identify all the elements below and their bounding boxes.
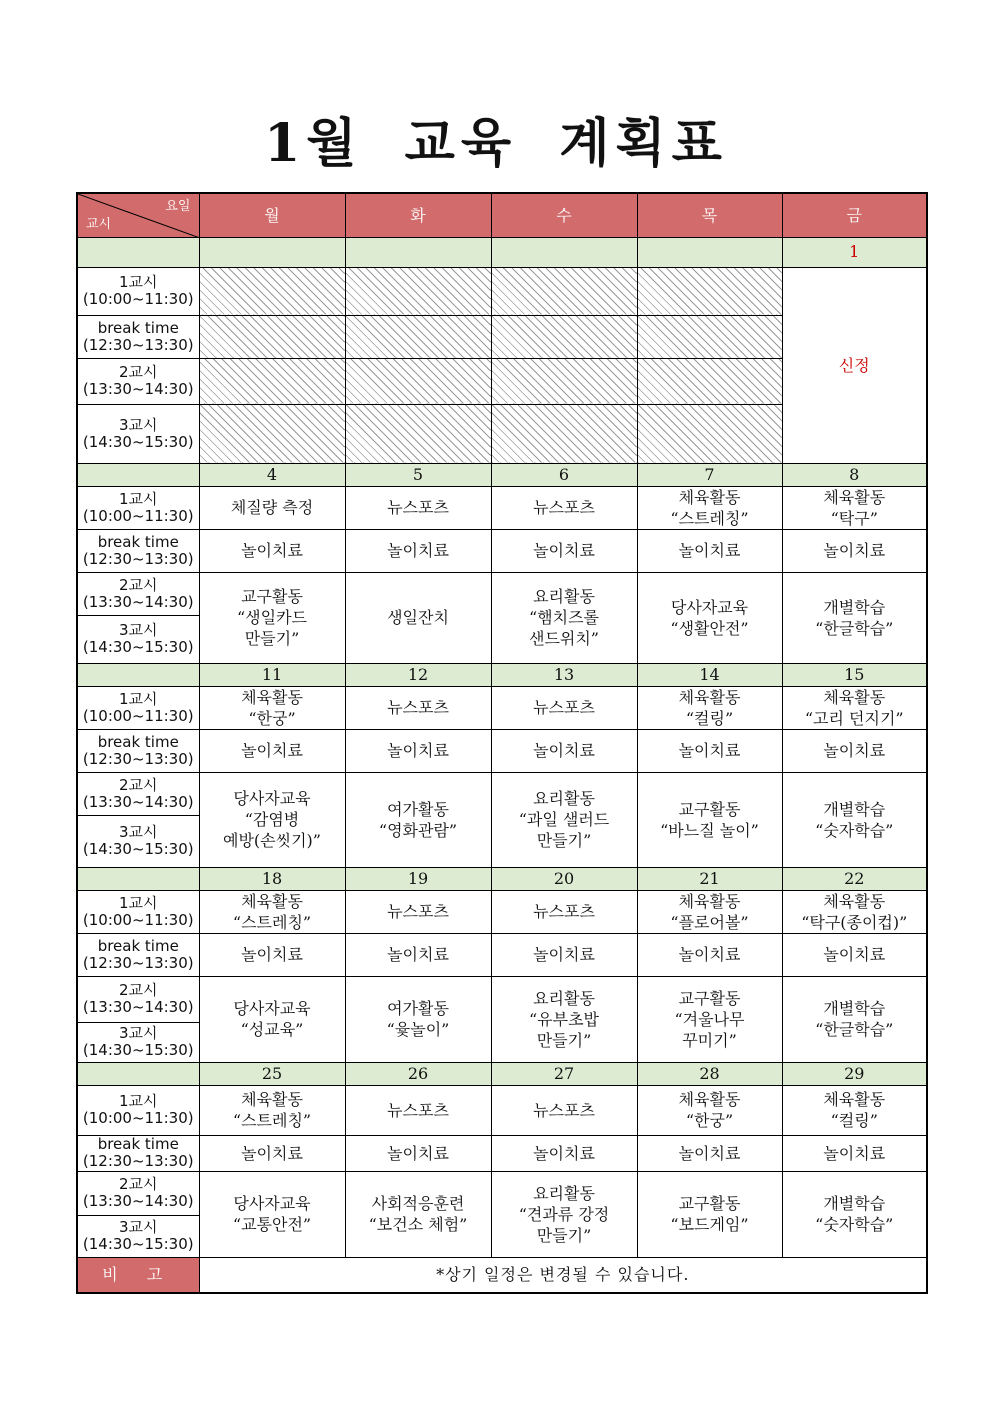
activity-line: 놀이치료 [823, 541, 886, 560]
empty-hatched-cell [637, 315, 782, 358]
activity-line: “숫자학습” [815, 1215, 894, 1234]
period-3-label [77, 815, 199, 867]
period-time: (12:30~13:30) [82, 335, 194, 354]
date-row-blank [77, 237, 199, 267]
period-time: (14:30~15:30) [82, 638, 194, 656]
activity-line: 꾸미기” [682, 1030, 737, 1050]
activity-cell [782, 1085, 927, 1135]
activity-line: 요리활동 [533, 988, 595, 1008]
activity-line: “스트레칭” [232, 912, 312, 932]
period-row [77, 686, 927, 729]
activity-line: 놀이치료 [678, 741, 741, 760]
corner-cell [77, 193, 199, 237]
empty-hatched-cell [491, 358, 637, 404]
activity-cell [637, 890, 782, 933]
period-name: break time [97, 936, 179, 955]
activity-cell [782, 1171, 927, 1257]
period-time: (12:30~13:30) [82, 1152, 194, 1170]
period-time: (10:00~11:30) [82, 290, 194, 308]
date-cell: 26 [345, 1062, 491, 1085]
activity-cell [199, 686, 345, 729]
activity-cell [637, 1135, 782, 1171]
activity-cell [199, 890, 345, 933]
activity-line: 놀이치료 [387, 945, 449, 964]
activity-cell [782, 1135, 927, 1171]
activity-line: 사회적응훈련 [371, 1194, 465, 1213]
activity-line: “스트레칭” [670, 508, 749, 528]
activity-line: 체육활동 [241, 1090, 303, 1109]
activity-cell [345, 933, 491, 976]
date-row-blank [77, 867, 199, 890]
activity-line: “윷놀이” [386, 1020, 450, 1039]
date-row-blank [77, 463, 199, 486]
date-cell: 5 [345, 463, 491, 486]
activity-line: “보건소 체험” [368, 1215, 468, 1234]
activity-cell [782, 529, 927, 572]
date-cell: 15 [782, 663, 927, 686]
activity-cell [491, 772, 637, 867]
period-time: (13:30~14:30) [82, 380, 194, 398]
date-cell: 28 [637, 1062, 782, 1085]
activity-cell [345, 1171, 491, 1257]
activity-cell [637, 729, 782, 772]
period-time: (14:30~15:30) [82, 1235, 194, 1253]
activity-line: 개별학습 [823, 999, 886, 1018]
activity-line: 뉴스포츠 [387, 902, 449, 921]
activity-cell [782, 933, 927, 976]
activity-cell [491, 1085, 637, 1135]
activity-cell [199, 772, 345, 867]
activity-line: 놀이치료 [823, 945, 886, 964]
date-cell: 27 [491, 1062, 637, 1085]
activity-cell [491, 1171, 637, 1257]
date-cell: 29 [782, 1062, 927, 1085]
period-1-label [77, 1085, 199, 1135]
empty-hatched-cell [637, 267, 782, 315]
date-cell [345, 237, 491, 267]
period-name: 2교시 [118, 363, 158, 381]
activity-line: “햄치즈롤 [528, 608, 599, 627]
activity-cell [491, 529, 637, 572]
activity-cell [782, 572, 927, 663]
activity-line: 체육활동 [678, 487, 741, 507]
activity-line: 체육활동 [823, 1090, 886, 1109]
activity-line: “컬링” [685, 708, 734, 728]
activity-cell [637, 1085, 782, 1135]
date-cell: 21 [637, 867, 782, 890]
activity-line: 놀이치료 [241, 741, 303, 760]
break-time-label [77, 1135, 199, 1171]
date-cell: 25 [199, 1062, 345, 1085]
period-time: (14:30~15:30) [82, 840, 194, 858]
period-1-label [77, 686, 199, 729]
period-row [77, 572, 927, 615]
activity-line: 놀이치료 [387, 1143, 449, 1163]
activity-line: 체육활동 [241, 891, 303, 911]
activity-line: “보드게임” [670, 1215, 749, 1234]
activity-line: 개별학습 [823, 597, 886, 617]
activity-cell [345, 772, 491, 867]
empty-hatched-cell [345, 267, 491, 315]
activity-cell [199, 572, 345, 663]
activity-line: 체육활동 [678, 891, 741, 911]
activity-line: 여가활동 [387, 799, 449, 819]
activity-cell [199, 1085, 345, 1135]
date-cell: 7 [637, 463, 782, 486]
activity-line: 체육활동 [823, 487, 886, 507]
day-header: 화 [345, 193, 491, 237]
date-row [77, 1062, 927, 1085]
activity-line: 놀이치료 [533, 1143, 595, 1163]
period-time: (13:30~14:30) [82, 792, 194, 811]
period-1-label [77, 890, 199, 933]
activity-line: “플로어볼” [670, 912, 749, 932]
period-time: (14:30~15:30) [82, 432, 194, 451]
period-time: (12:30~13:30) [82, 953, 194, 972]
activity-cell [345, 486, 491, 529]
activity-line: 여가활동 [387, 999, 449, 1018]
activity-line: 뉴스포츠 [533, 1100, 595, 1120]
activity-cell [345, 686, 491, 729]
activity-line: 뉴스포츠 [387, 1100, 449, 1120]
period-row [77, 486, 927, 529]
period-row [77, 976, 927, 1022]
activity-cell [345, 1135, 491, 1171]
date-cell [637, 237, 782, 267]
activity-line: 놀이치료 [533, 541, 595, 560]
period-name: 2교시 [118, 981, 158, 999]
activity-line: 놀이치료 [678, 945, 741, 964]
day-header: 금 [782, 193, 927, 237]
date-row [77, 663, 927, 686]
activity-cell [637, 1171, 782, 1257]
date-cell: 8 [782, 463, 927, 486]
date-row-blank [77, 663, 199, 686]
activity-line: “탁구(종이컵)” [801, 912, 908, 932]
period-name: break time [97, 318, 179, 337]
activity-cell [637, 486, 782, 529]
period-name: 3교시 [118, 1218, 158, 1236]
note-row [77, 1257, 927, 1293]
date-cell [491, 237, 637, 267]
activity-cell [345, 529, 491, 572]
period-name: 1교시 [118, 273, 158, 291]
period-row [77, 1085, 927, 1135]
empty-hatched-cell [491, 267, 637, 315]
activity-cell [491, 572, 637, 663]
activity-line: 놀이치료 [241, 945, 303, 964]
page-title: 1월 교육 계획표 [264, 113, 728, 174]
period-name: break time [97, 1135, 179, 1153]
empty-hatched-cell [491, 404, 637, 463]
activity-cell [782, 976, 927, 1062]
activity-line: 교구활동 [241, 587, 303, 606]
activity-cell [199, 933, 345, 976]
activity-line: 놀이치료 [533, 741, 595, 760]
activity-line: “한글학습” [815, 618, 894, 638]
date-cell: 11 [199, 663, 345, 686]
activity-cell [637, 933, 782, 976]
activity-line: 당사자교육 [233, 789, 311, 808]
activity-line: “견과류 강정 [518, 1204, 610, 1224]
period-row [77, 890, 927, 933]
activity-line: “생활안전” [670, 618, 749, 638]
period-3-label [77, 615, 199, 663]
date-cell: 4 [199, 463, 345, 486]
period-row [77, 1135, 927, 1171]
period-time: (10:00~11:30) [82, 506, 194, 525]
activity-line: “스트레칭” [232, 1111, 312, 1130]
activity-line: “겨울나무 [674, 1009, 745, 1029]
period-name: 2교시 [118, 775, 158, 794]
activity-line: 뉴스포츠 [533, 902, 595, 921]
empty-hatched-cell [199, 267, 345, 315]
corner-day-label: 요일 [165, 199, 191, 214]
activity-line: 개별학습 [823, 1194, 886, 1213]
break-time-label [77, 729, 199, 772]
activity-line: “탁구” [830, 508, 878, 528]
activity-line: 체질량 측정 [230, 498, 314, 517]
activity-line: “한궁” [248, 708, 296, 728]
activity-line: 샌드위치” [528, 629, 599, 648]
empty-hatched-cell [199, 315, 345, 358]
activity-line: 뉴스포츠 [387, 698, 449, 717]
activity-cell [345, 890, 491, 933]
period-name: 2교시 [118, 1175, 158, 1193]
period-1-label [77, 486, 199, 529]
activity-line: 당사자교육 [233, 999, 311, 1018]
activity-cell [491, 486, 637, 529]
activity-line: 체육활동 [241, 687, 303, 707]
activity-line: 체육활동 [823, 891, 886, 911]
activity-line: “바느질 놀이” [660, 820, 759, 840]
activity-cell [782, 486, 927, 529]
period-time: (10:00~11:30) [82, 706, 194, 725]
activity-line: 놀이치료 [387, 541, 449, 560]
activity-line: “과일 샐러드 [518, 810, 610, 829]
date-cell: 12 [345, 663, 491, 686]
activity-line: 생일잔치 [387, 608, 449, 627]
activity-line: “고리 던지기” [804, 708, 904, 728]
date-row [77, 463, 927, 486]
activity-line: 예방(손씻기)” [223, 831, 321, 850]
date-cell: 19 [345, 867, 491, 890]
note-text: *상기 일정은 변경될 수 있습니다. [199, 1257, 927, 1293]
activity-line: 만들기” [536, 831, 592, 850]
activity-cell [345, 729, 491, 772]
activity-line: “교통안전” [232, 1215, 312, 1234]
period-name: 2교시 [118, 575, 158, 594]
activity-line: 교구활동 [678, 799, 741, 819]
day-header: 목 [637, 193, 782, 237]
empty-hatched-cell [637, 404, 782, 463]
empty-hatched-cell [637, 358, 782, 404]
activity-line: “한궁” [685, 1111, 734, 1130]
activity-line: “생일카드 [236, 608, 307, 627]
period-2-label [77, 358, 199, 404]
date-cell: 22 [782, 867, 927, 890]
empty-hatched-cell [199, 358, 345, 404]
date-cell: 14 [637, 663, 782, 686]
break-time-label [77, 315, 199, 358]
period-name: break time [97, 532, 179, 551]
period-time: (10:00~11:30) [82, 910, 194, 929]
activity-line: 뉴스포츠 [387, 498, 449, 517]
activity-line: 만들기” [536, 1225, 592, 1245]
activity-cell [199, 976, 345, 1062]
period-name: 3교시 [118, 823, 158, 841]
period-name: 1교시 [118, 1092, 158, 1110]
activity-line: 개별학습 [823, 799, 886, 819]
date-cell: 6 [491, 463, 637, 486]
activity-line: “유부초밥 [528, 1009, 599, 1029]
period-2-label [77, 976, 199, 1022]
activity-line: “컬링” [830, 1111, 878, 1130]
period-row [77, 729, 927, 772]
activity-cell [491, 1135, 637, 1171]
activity-cell [782, 686, 927, 729]
activity-line: 당사자교육 [233, 1194, 311, 1213]
period-row [77, 529, 927, 572]
day-header: 월 [199, 193, 345, 237]
activity-line: “영화관람” [378, 820, 458, 840]
period-1-label [77, 267, 199, 315]
activity-line: 체육활동 [678, 687, 741, 707]
activity-cell [199, 486, 345, 529]
activity-cell [491, 686, 637, 729]
activity-line: 놀이치료 [823, 1143, 886, 1163]
date-row-blank [77, 1062, 199, 1085]
period-row [77, 1171, 927, 1215]
empty-hatched-cell [345, 358, 491, 404]
holiday-name: 신정 [838, 355, 870, 375]
activity-cell [345, 976, 491, 1062]
period-time: (10:00~11:30) [82, 1109, 194, 1127]
period-time: (13:30~14:30) [82, 1192, 194, 1210]
period-row [77, 772, 927, 815]
header-row [77, 193, 927, 237]
period-3-label [77, 1215, 199, 1257]
activity-line: “감염병 [244, 810, 300, 829]
activity-cell [199, 729, 345, 772]
activity-cell [491, 890, 637, 933]
activity-line: 놀이치료 [678, 1143, 741, 1163]
date-cell: 13 [491, 663, 637, 686]
activity-cell [637, 976, 782, 1062]
activity-line: 당사자교육 [670, 597, 749, 617]
period-name: 1교시 [118, 893, 158, 912]
period-time: (13:30~14:30) [82, 998, 194, 1016]
corner-period-label: 교시 [86, 216, 112, 232]
period-name: 1교시 [118, 689, 158, 708]
period-2-label [77, 572, 199, 615]
period-2-label [77, 772, 199, 815]
note-label: 비 고 [77, 1257, 199, 1293]
period-name: 3교시 [118, 621, 158, 639]
period-row [77, 267, 927, 315]
activity-cell [345, 572, 491, 663]
period-time: (12:30~13:30) [82, 549, 194, 568]
activity-line: 놀이치료 [387, 741, 449, 760]
date-cell: 18 [199, 867, 345, 890]
period-3-label [77, 1022, 199, 1062]
activity-line: “성교육” [240, 1020, 304, 1039]
period-2-label [77, 1171, 199, 1215]
period-time: (12:30~13:30) [82, 749, 194, 768]
period-time: (14:30~15:30) [82, 1041, 194, 1059]
date-cell: 20 [491, 867, 637, 890]
activity-cell [637, 529, 782, 572]
period-name: 1교시 [118, 489, 158, 508]
activity-line: 놀이치료 [241, 541, 303, 560]
date-row [77, 867, 927, 890]
activity-cell [491, 729, 637, 772]
activity-line: “한글학습” [815, 1020, 894, 1039]
empty-hatched-cell [491, 315, 637, 358]
activity-line: 놀이치료 [823, 741, 886, 760]
activity-line: 체육활동 [823, 687, 886, 707]
empty-hatched-cell [345, 404, 491, 463]
activity-line: 교구활동 [678, 1194, 741, 1213]
period-name: 3교시 [118, 415, 158, 434]
period-time: (13:30~14:30) [82, 592, 194, 611]
activity-line: 뉴스포츠 [533, 498, 595, 517]
empty-hatched-cell [345, 315, 491, 358]
activity-cell [637, 772, 782, 867]
activity-cell [345, 1085, 491, 1135]
activity-line: “숫자학습” [815, 820, 894, 840]
activity-line: 요리활동 [533, 1183, 595, 1203]
date-row [77, 237, 927, 267]
activity-line: 놀이치료 [241, 1143, 303, 1163]
activity-cell [637, 572, 782, 663]
activity-cell [199, 1135, 345, 1171]
activity-cell [491, 933, 637, 976]
schedule-table [76, 192, 928, 1294]
period-name: 3교시 [118, 1024, 158, 1042]
activity-line: 만들기” [244, 629, 300, 648]
day-header: 수 [491, 193, 637, 237]
holiday-cell [782, 267, 927, 463]
activity-line: 뉴스포츠 [533, 698, 595, 717]
activity-line: 교구활동 [678, 988, 741, 1008]
activity-line: 요리활동 [533, 587, 595, 606]
activity-line: 놀이치료 [678, 541, 741, 560]
activity-line: 만들기” [536, 1030, 592, 1050]
activity-cell [637, 686, 782, 729]
period-name: break time [97, 732, 179, 751]
activity-line: 체육활동 [678, 1090, 741, 1109]
empty-hatched-cell [199, 404, 345, 463]
period-3-label [77, 404, 199, 463]
activity-line: 놀이치료 [533, 945, 595, 964]
activity-cell [199, 1171, 345, 1257]
activity-cell [782, 772, 927, 867]
break-time-label [77, 933, 199, 976]
activity-cell [199, 529, 345, 572]
activity-line: 요리활동 [533, 789, 595, 808]
activity-cell [782, 729, 927, 772]
activity-cell [782, 890, 927, 933]
date-cell [199, 237, 345, 267]
date-cell: 1 [782, 237, 927, 267]
break-time-label [77, 529, 199, 572]
activity-cell [491, 976, 637, 1062]
period-row [77, 933, 927, 976]
